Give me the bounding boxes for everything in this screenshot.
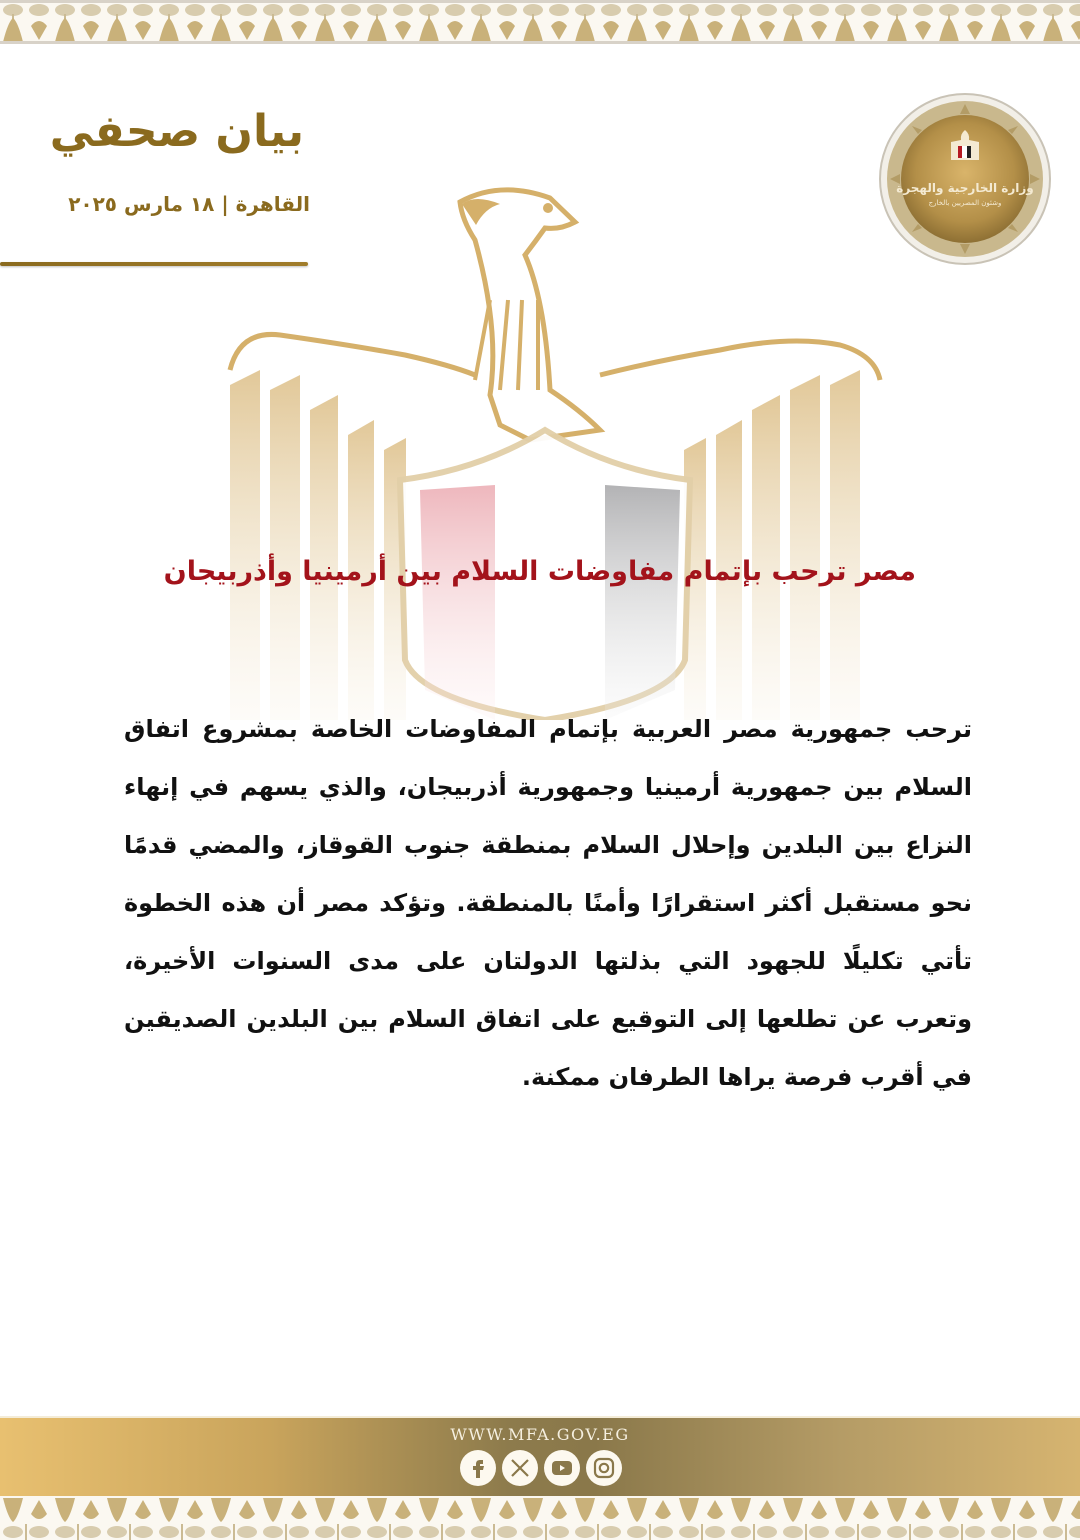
website-link[interactable]: WWW.MFA.GOV.EG bbox=[450, 1425, 630, 1444]
facebook-icon bbox=[466, 1456, 490, 1480]
facebook-link[interactable] bbox=[460, 1450, 496, 1486]
instagram-icon bbox=[592, 1456, 616, 1480]
top-ornamental-border bbox=[0, 0, 1080, 44]
instagram-link[interactable] bbox=[586, 1450, 622, 1486]
social-links bbox=[460, 1450, 630, 1488]
document-type-title: بيان صحفي bbox=[49, 106, 304, 157]
x-icon bbox=[508, 1456, 532, 1480]
youtube-link[interactable] bbox=[544, 1450, 580, 1486]
seal-ministry-name: وزارة الخارجية والهجرة bbox=[896, 181, 1034, 195]
eagle-watermark bbox=[200, 180, 890, 720]
body-paragraph: ترحب جمهورية مصر العربية بإتمام المفاوضات الخاصة بمشروع اتفاق السلام بين جمهورية أرمينيا وجمهورية أذربيجان، والذي يسهم في إنهاء النزاع بين البلدين وإحلال السلام بمنطقة جنوب القوقاز، والمضي قدمًا نحو مستقبل أكثر استقرارًا وأمنًا بالمنطقة. وتؤكد مصر أن هذه الخطوة تأتي تكليلًا للجهود التي بذلتها الدولتان على مدى السنوات الأخيرة، وتعرب عن تطلعها إلى التوقيع على اتفاق السلام بين البلدين الصديقين في أقرب فرصة يراها الطرفان ممكنة. bbox=[124, 715, 972, 1091]
dateline: القاهرة | ١٨ مارس ٢٠٢٥ bbox=[68, 192, 310, 216]
x-link[interactable] bbox=[502, 1450, 538, 1486]
headline: مصر ترحب بإتمام مفاوضات السلام بين أرمينيا وأذربيجان bbox=[163, 556, 916, 587]
ministry-seal-logo bbox=[878, 92, 1052, 266]
youtube-icon bbox=[550, 1456, 574, 1480]
seal-ministry-subtitle: وشئون المصريين بالخارج bbox=[928, 199, 1002, 207]
bottom-ornamental-border bbox=[0, 1496, 1080, 1540]
